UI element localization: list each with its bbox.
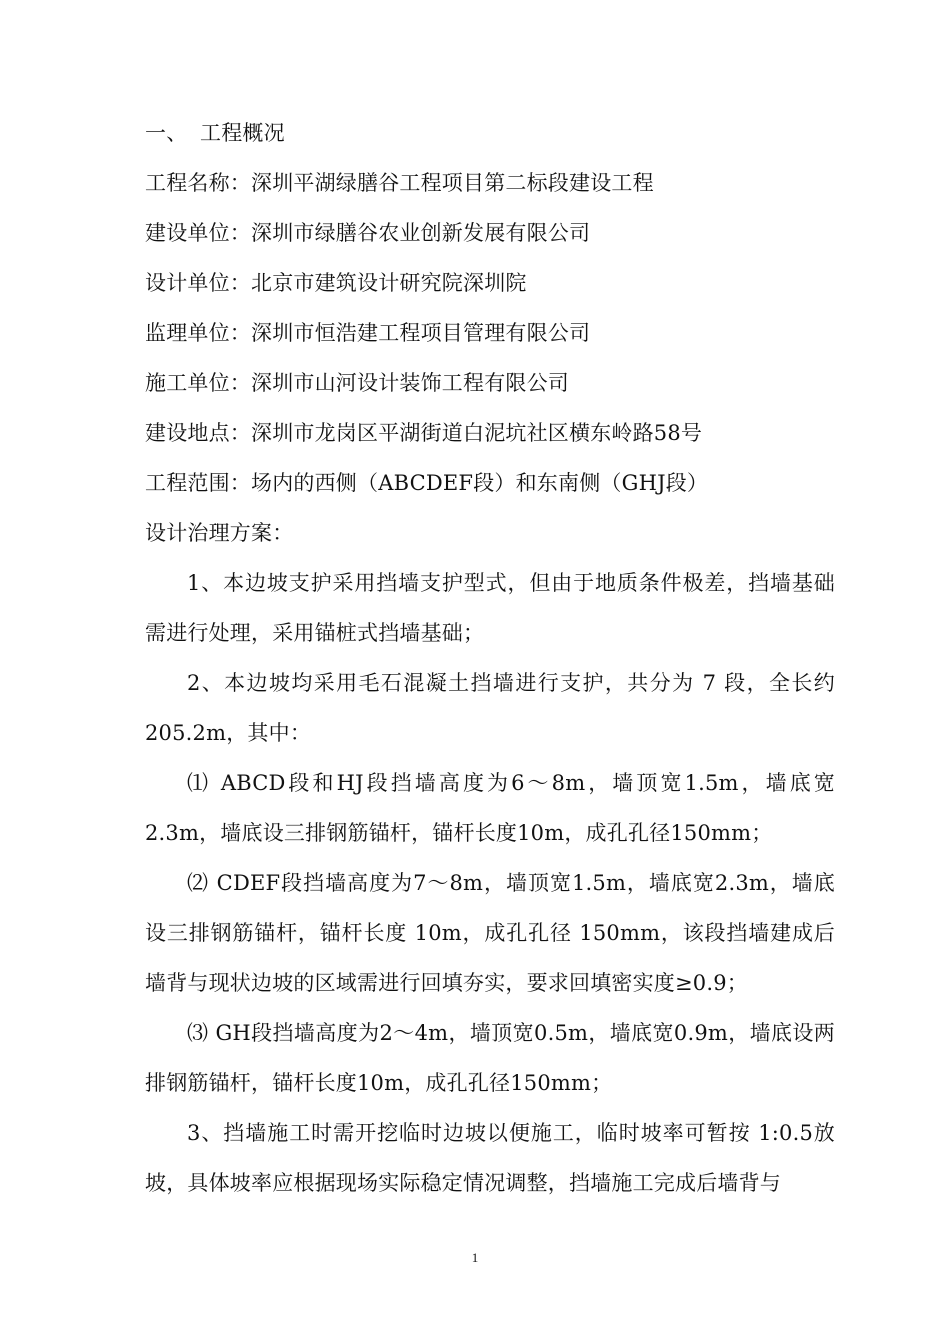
section-heading	[145, 108, 835, 158]
construction-unit-line: 建设单位：深圳市绿膳谷农业创新发展有限公司	[145, 221, 591, 245]
supervision-unit-line: 监理单位：深圳市恒浩建工程项目管理有限公司	[145, 321, 591, 345]
design-plan-label: 设计治理方案：	[145, 521, 294, 545]
paragraph-cdef-segment: ⑵ CDEF段挡墙高度为7～8m，墙顶宽1.5m，墙底宽2.3m，墙底设三排钢筋锚杆，锚杆长度 10m，成孔孔径 150mm，该段挡墙建成后墙背与现状边坡的区域需进行回填夯实，要求回填密实度≥0.9；	[145, 871, 835, 995]
section-title: 工程概况	[200, 121, 285, 145]
contractor-unit-line: 施工单位：深圳市山河设计装饰工程有限公司	[145, 371, 569, 395]
design-unit-line: 设计单位：北京市建筑设计研究院深圳院	[145, 271, 527, 295]
project-name-line: 工程名称：深圳平湖绿膳谷工程项目第二标段建设工程	[145, 171, 654, 195]
paragraph-abcd-hj-segment: ⑴ ABCD段和HJ段挡墙高度为6～8m，墙顶宽1.5m，墙底宽2.3m，墙底设三排钢筋锚杆，锚杆长度10m，成孔孔径150mm；	[145, 771, 835, 845]
site-location-line: 建设地点：深圳市龙岗区平湖街道白泥坑社区横东岭路58号	[145, 421, 703, 445]
paragraph-retaining-wall-type: 1、本边坡支护采用挡墙支护型式，但由于地质条件极差，挡墙基础需进行处理，采用锚桩式挡墙基础；	[145, 571, 835, 645]
document-body	[145, 108, 835, 1208]
paragraph-wall-segments: 2、本边坡均采用毛石混凝土挡墙进行支护，共分为 7 段，全长约205.2m，其中：	[145, 671, 835, 745]
section-number: 一、	[145, 121, 188, 145]
page-number: 1	[471, 1250, 479, 1265]
project-scope-line: 工程范围：场内的西侧（ABCDEF段）和东南侧（GHJ段）	[145, 471, 709, 495]
paragraph-temporary-slope: 3、挡墙施工时需开挖临时边坡以便施工，临时坡率可暂按 1:0.5放坡，具体坡率应根据现场实际稳定情况调整，挡墙施工完成后墙背与	[145, 1121, 835, 1195]
paragraph-gh-segment: ⑶ GH段挡墙高度为2～4m，墙顶宽0.5m，墙底宽0.9m，墙底设两排钢筋锚杆，锚杆长度10m，成孔孔径150mm；	[145, 1021, 835, 1095]
